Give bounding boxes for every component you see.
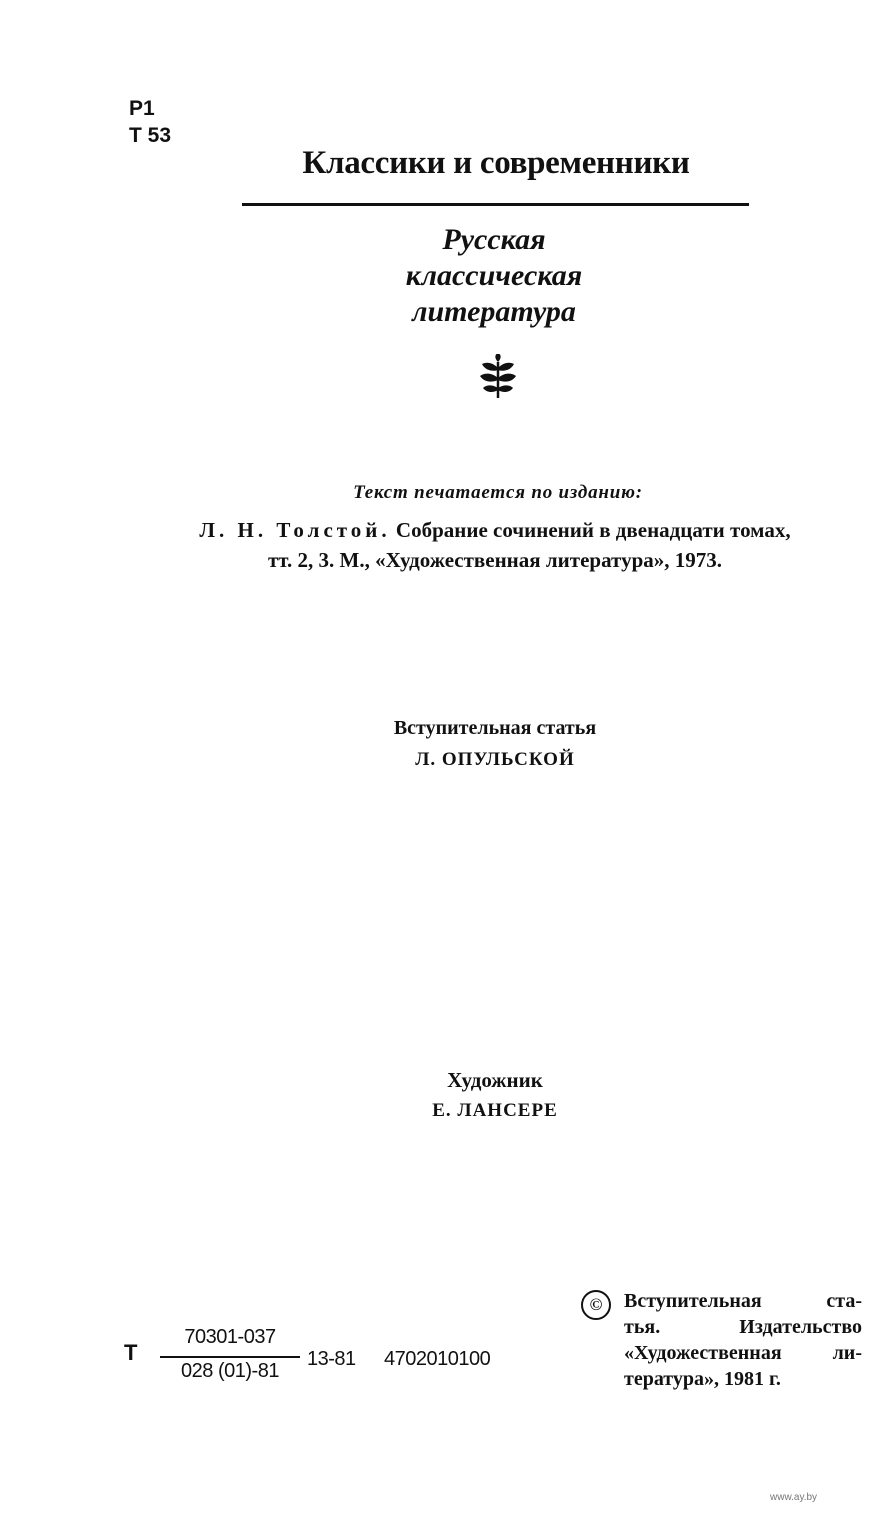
index-numerator: 70301-037 — [184, 1326, 276, 1348]
classification-index — [129, 95, 171, 149]
series-title: Классики и современники — [302, 145, 690, 181]
copyright-icon: © — [581, 1290, 611, 1320]
index-letter: Т — [124, 1340, 138, 1365]
copyright-line-1: Вступительная ста- — [624, 1290, 862, 1312]
subseries-line-1: Русская — [442, 223, 546, 256]
source-title: Собрание сочинений в двенадцати томах, — [390, 518, 791, 542]
source-intro: Текст печатается по изданию: — [353, 482, 643, 503]
fraction-rule — [160, 1356, 300, 1358]
leaf-ornament-icon — [478, 354, 518, 400]
index-code-b: 4702010100 — [384, 1348, 491, 1370]
artist-label: Художник — [447, 1068, 543, 1092]
classification-line-1: Р1 — [129, 97, 155, 120]
watermark: www.ay.by — [770, 1492, 818, 1503]
subseries-line-2: классическая — [405, 259, 583, 292]
introduction-author: Л. ОПУЛЬСКОЙ — [415, 749, 575, 770]
title-rule — [242, 203, 749, 206]
classification-line-2: Т 53 — [129, 124, 172, 147]
copyright-line-2: тья. Издательство — [624, 1316, 862, 1338]
copyright-notice — [624, 1288, 862, 1392]
copyright-line-4: тература», 1981 г. — [624, 1368, 781, 1390]
subseries-title — [354, 222, 634, 330]
source-author: Л. Н. Толстой. — [199, 518, 391, 542]
copyright-line-3: «Художественная ли- — [624, 1342, 862, 1364]
source-line-1 — [120, 518, 870, 543]
source-line-2: тт. 2, 3. М., «Художественная литература», 1973. — [267, 548, 723, 572]
introduction-label: Вступительная статья — [393, 717, 597, 739]
index-code-a: 13-81 — [307, 1348, 356, 1370]
subseries-line-3: литература — [412, 295, 576, 328]
index-denominator: 028 (01)-81 — [181, 1360, 279, 1382]
artist-name: Е. ЛАНСЕРЕ — [432, 1100, 558, 1121]
